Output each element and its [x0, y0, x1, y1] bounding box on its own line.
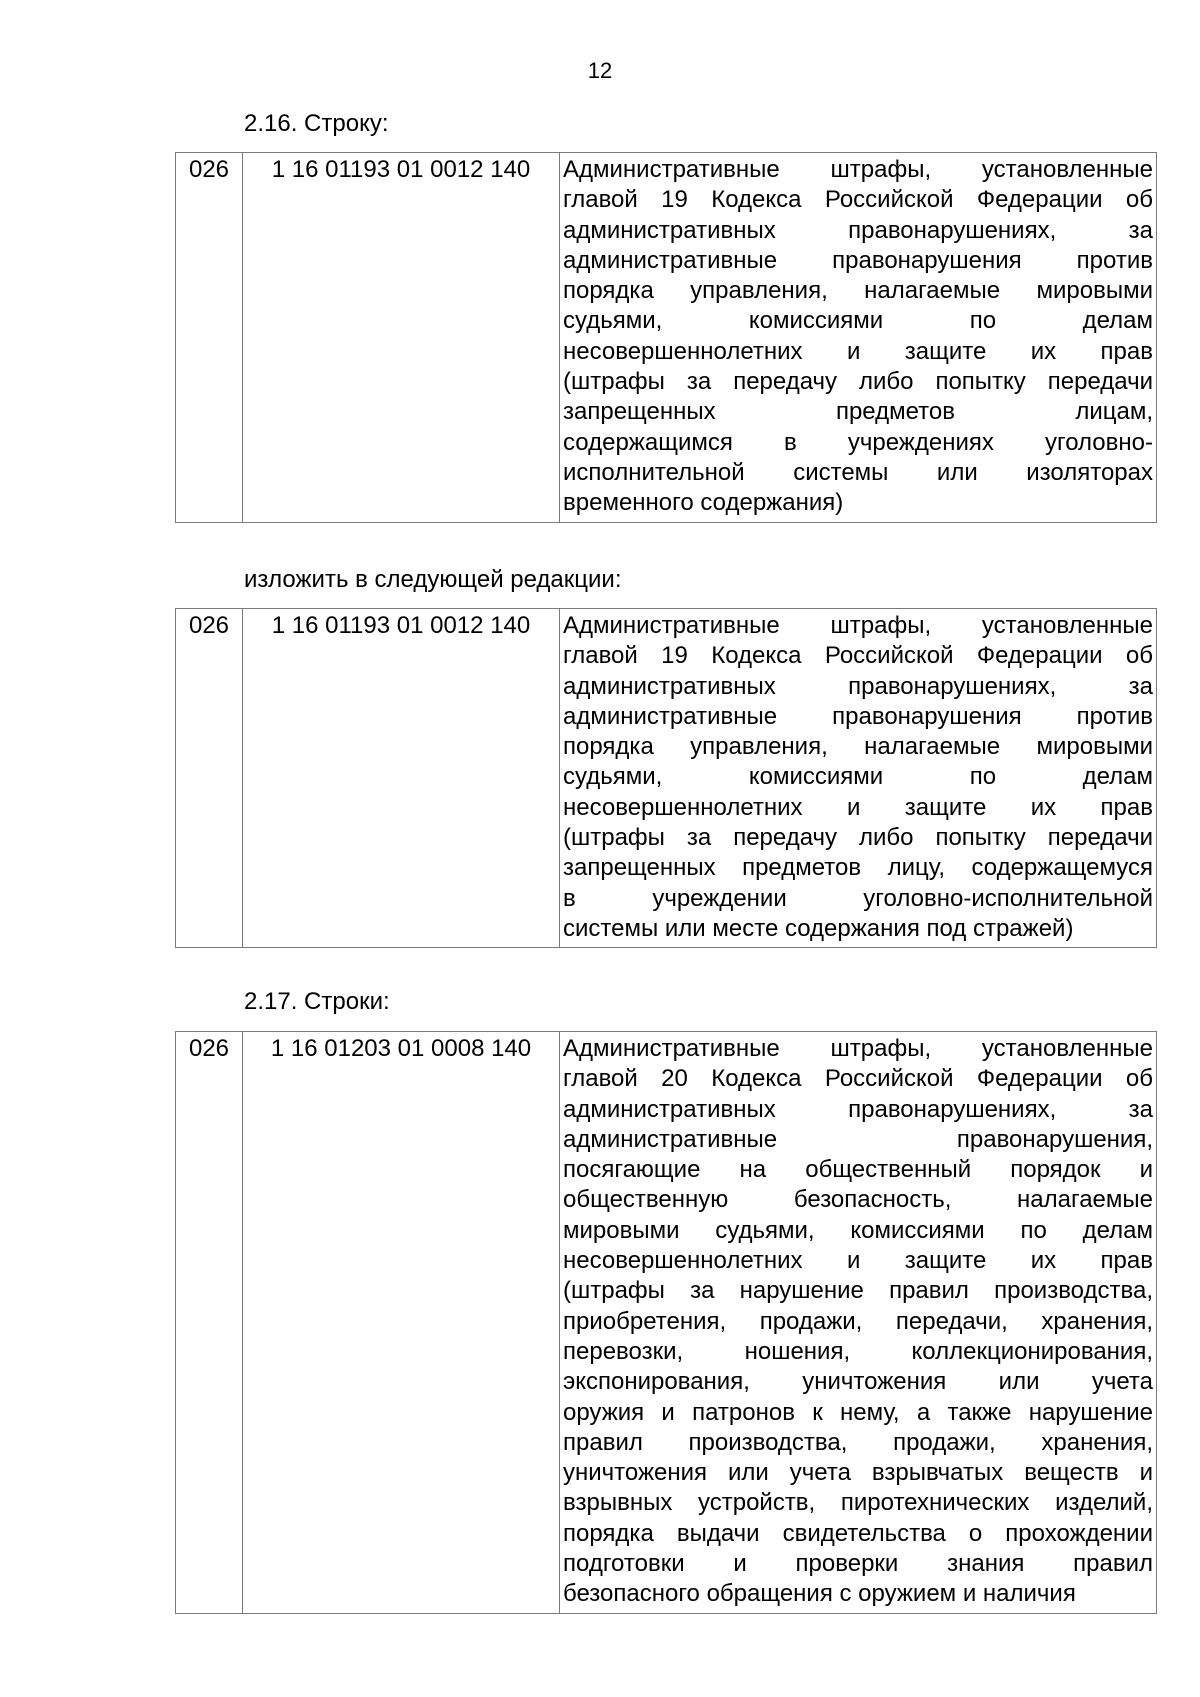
description-line: Административные штрафы, установленные	[563, 156, 1153, 183]
description-line: административных правонарушениях, за	[563, 672, 1153, 700]
description-line: административных правонарушениях, за	[563, 1095, 1153, 1123]
description-line: запрещенных предметов лицу, содержащемуся	[563, 854, 1153, 882]
description-line: правил производства, продажи, хранения,	[563, 1428, 1153, 1456]
description-cell	[560, 609, 1157, 948]
description-line: временного содержания)	[563, 489, 844, 517]
description-line: в учреждении уголовно-исполнительной	[563, 884, 1153, 912]
description-line: административные правонарушения против	[563, 702, 1153, 730]
description-line: главой 19 Кодекса Российской Федерации об	[563, 642, 1153, 670]
description-line: посягающие на общественный порядок и	[563, 1156, 1153, 1184]
kbk-code-cell: 1 16 01203 01 0008 140	[243, 1032, 560, 1614]
description-line: административных правонарушениях, за	[563, 216, 1153, 244]
description-line: несовершеннолетних и защите их прав	[563, 1247, 1153, 1275]
description-line: судьями, комиссиями по делам	[563, 763, 1153, 791]
description-cell	[560, 153, 1157, 523]
description-line: Административные штрафы, установленные	[563, 612, 1153, 639]
budget-row-table-amended	[175, 608, 1157, 948]
description-line: экспонирования, уничтожения или учета	[563, 1368, 1153, 1396]
description-line: уничтожения или учета взрывчатых веществ и	[563, 1459, 1153, 1487]
budget-row-table-2-17	[175, 1031, 1157, 1614]
description-line: несовершеннолетних и защите их прав	[563, 337, 1153, 365]
description-line: порядка управления, налагаемые мировыми	[563, 733, 1153, 761]
description-line: исполнительной системы или изоляторах	[563, 458, 1153, 486]
description-line: общественную безопасность, налагаемые	[563, 1186, 1153, 1214]
kbk-code-cell: 1 16 01193 01 0012 140	[243, 609, 560, 948]
table-row	[176, 1032, 1157, 1614]
description-line: приобретения, продажи, передачи, хранения,	[563, 1307, 1153, 1335]
description-line: главой 20 Кодекса Российской Федерации об	[563, 1065, 1153, 1093]
admin-code-cell: 026	[176, 1032, 243, 1614]
description-line: главой 19 Кодекса Российской Федерации об	[563, 186, 1153, 214]
admin-code-cell: 026	[176, 609, 243, 948]
kbk-code-cell: 1 16 01193 01 0012 140	[243, 153, 560, 523]
description-line: взрывных устройств, пиротехнических изделий,	[563, 1489, 1153, 1517]
description-line: (штрафы за нарушение правил производства,	[563, 1277, 1153, 1305]
table-row	[176, 153, 1157, 523]
description-line: несовершеннолетних и защите их прав	[563, 793, 1153, 821]
description-line: (штрафы за передачу либо попытку передачи	[563, 824, 1153, 852]
table-row	[176, 609, 1157, 948]
description-line: подготовки и проверки знания правил	[563, 1550, 1153, 1578]
description-line: перевозки, ношения, коллекционирования,	[563, 1337, 1153, 1365]
description-line: порядка управления, налагаемые мировыми	[563, 277, 1153, 305]
description-line: оружия и патронов к нему, а также нарушение	[563, 1398, 1153, 1426]
admin-code-cell: 026	[176, 153, 243, 523]
description-line: безопасного обращения с оружием и наличия	[563, 1580, 1076, 1608]
description-line: судьями, комиссиями по делам	[563, 307, 1153, 335]
description-cell	[560, 1032, 1157, 1614]
description-line: содержащимся в учреждениях уголовно-	[563, 428, 1153, 456]
section-intro-2-16: 2.16. Строку:	[244, 110, 389, 137]
section-intro-2-17: 2.17. Строки:	[244, 988, 390, 1015]
budget-row-table-original	[175, 152, 1157, 523]
description-line: Административные штрафы, установленные	[563, 1035, 1153, 1062]
description-line: системы или месте содержания под стражей)	[563, 914, 1074, 942]
description-line: мировыми судьями, комиссиями по делам	[563, 1216, 1153, 1244]
description-line: (штрафы за передачу либо попытку передачи	[563, 368, 1153, 396]
description-line: административные правонарушения,	[563, 1125, 1153, 1153]
description-line: запрещенных предметов лицам,	[563, 398, 1153, 426]
page-number: 12	[587, 58, 613, 83]
amendment-intro: изложить в следующей редакции:	[244, 566, 622, 593]
description-line: порядка выдачи свидетельства о прохождении	[563, 1519, 1153, 1547]
description-line: административные правонарушения против	[563, 246, 1153, 274]
